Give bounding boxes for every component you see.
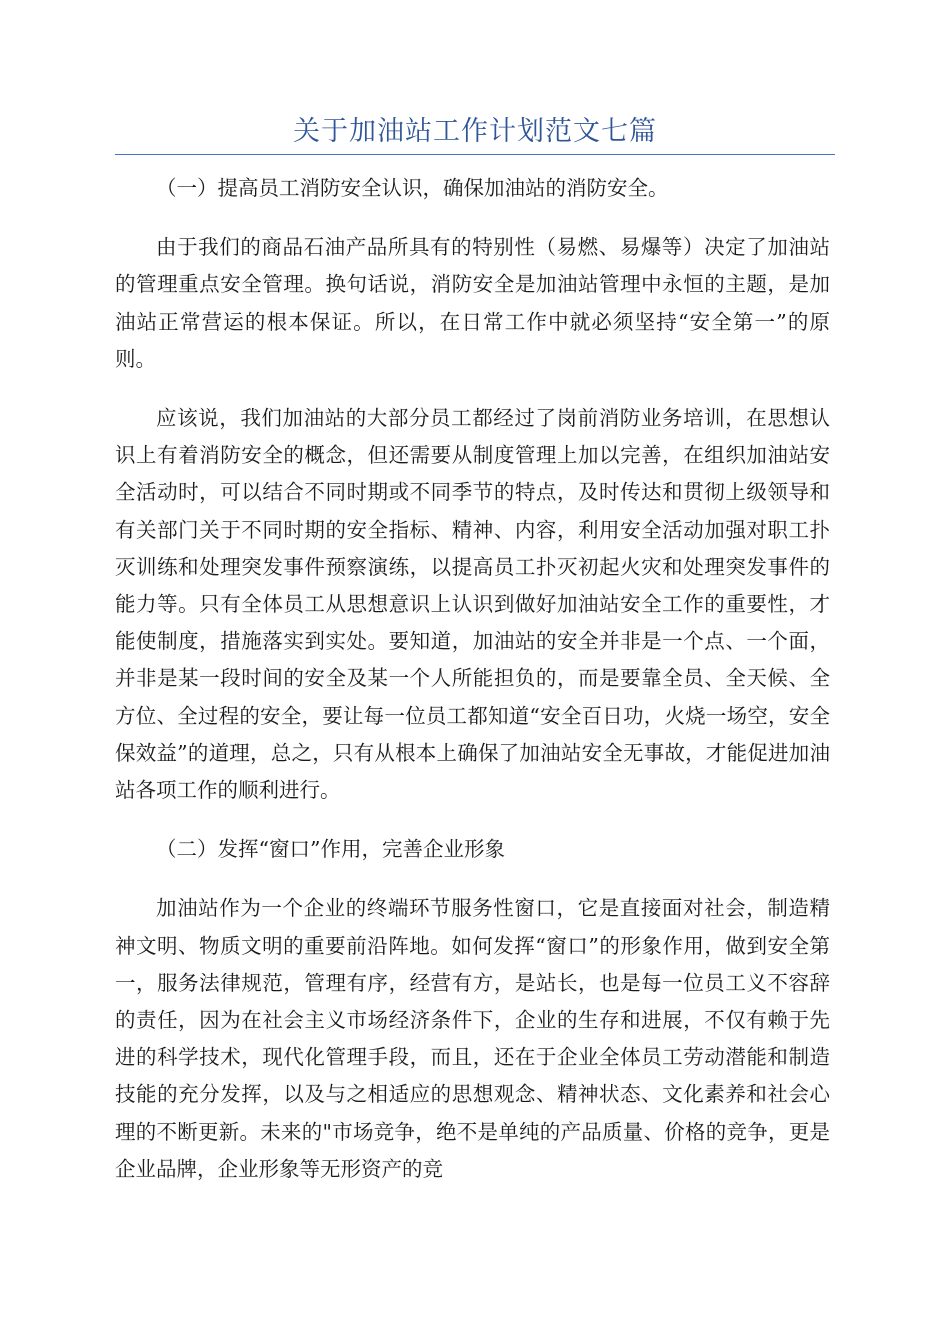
paragraph: 加油站作为一个企业的终端环节服务性窗口，它是直接面对社会，制造精神文明、物质文明的重要前沿阵地。如何发挥“窗口”的形象作用，做到安全第一，服务法律规范，管理有序，经营有方，是站长，也是每一位员工义不容辞的责任，因为在社会主义市场经济条件下，企业的生存和进展，不仅有赖于先进的科学技术，现代化管理手段，而且，还在于企业全体员工劳动潜能和制造技能的充分发挥，以及与之相适应的思想观念、精神状态、文化素养和社会心理的不断更新。未来的"市场竞争，绝不是单纯的产品质量、价格的竞争，更是企业品牌，企业形象等无形资产的竞 xyxy=(115,896,830,1181)
title-underline xyxy=(115,154,835,155)
paragraph: 由于我们的商品石油产品所具有的特别性（易燃、易爆等）决定了加油站的管理重点安全管理。换句话说，消防安全是加油站管理中永恒的主题，是加油站正常营运的根本保证。所以，在日常工作中就必须坚持“安全第一”的原则。 xyxy=(115,235,830,371)
section-heading-1: （一）提高员工消防安全认识，确保加油站的消防安全。 xyxy=(156,176,669,200)
paragraph: 应该说，我们加油站的大部分员工都经过了岗前消防业务培训，在思想认识上有着消防安全的概念，但还需要从制度管理上加以完善，在组织加油站安全活动时，可以结合不同时期或不同季节的特点，及时传达和贯彻上级领导和有关部门关于不同时期的安全指标、精神、内容，利用安全活动加强对职工扑灭训练和处理突发事件预察演练，以提高员工扑灭初起火灾和处理突发事件的能力等。只有全体员工从思想意识上认识到做好加油站安全工作的重要性，才能使制度，措施落实到实处。要知道，加油站的安全并非是一个点、一个面，并非是某一段时间的安全及某一个人所能担负的，而是要靠全员、全天候、全方位、全过程的安全，要让每一位员工都知道“安全百日功，火烧一场空，安全保效益”的道理，总之，只有从根本上确保了加油站安全无事故，才能促进加油站各项工作的顺利进行。 xyxy=(115,406,830,803)
page-title: 关于加油站工作计划范文七篇 xyxy=(293,116,657,147)
section-heading-2: （二）发挥“窗口”作用，完善企业形象 xyxy=(156,837,505,862)
document-body xyxy=(115,170,830,1210)
